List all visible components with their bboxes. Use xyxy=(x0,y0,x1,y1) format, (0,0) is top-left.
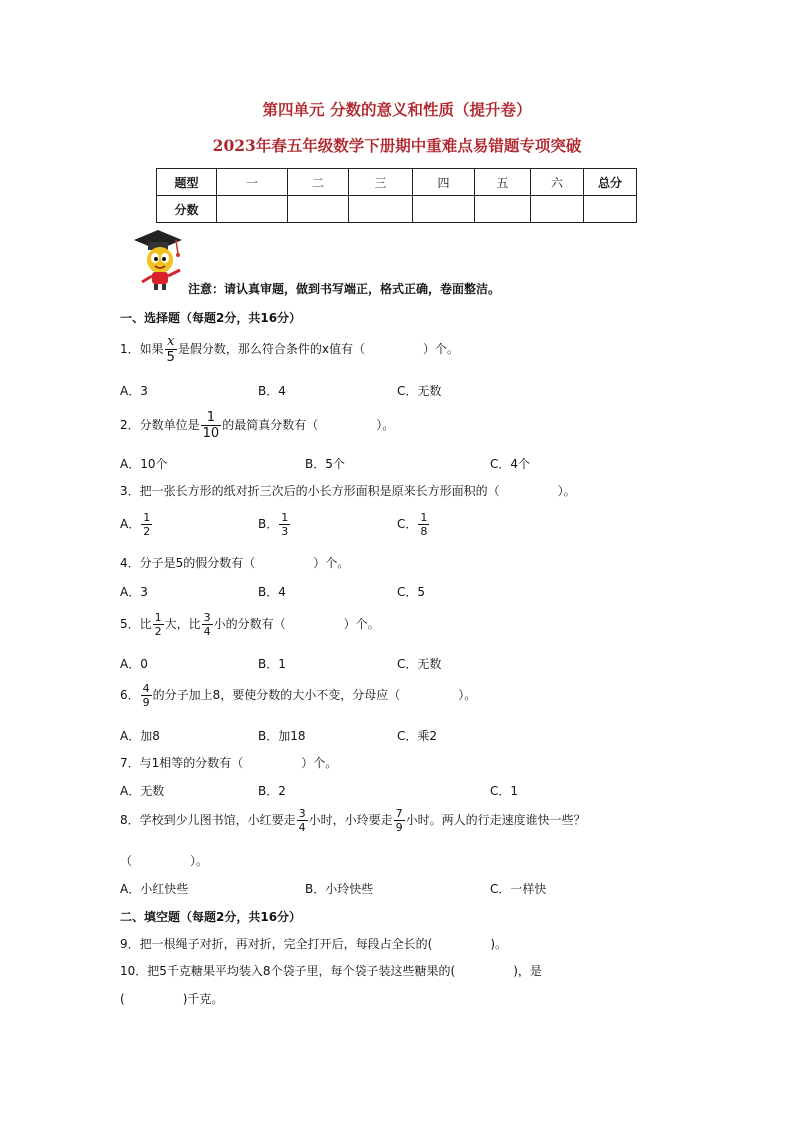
question-8-answer-line: （ ）。 xyxy=(120,854,209,868)
option-a[interactable]: A．3 xyxy=(120,384,148,398)
fraction: $\frac{1}{2}$ xyxy=(143,511,151,538)
score-cell[interactable] xyxy=(349,196,413,223)
option-a[interactable]: A．加8 xyxy=(120,729,160,743)
page-subtitle: 2023年春五年级数学下册期中重难点易错题专项突破 xyxy=(212,136,582,155)
section-heading: 二、填空题（每题2分，共16分） xyxy=(120,910,302,924)
question-1: 1．如果 $\frac{x}{5}$ 是假分数，那么符合条件的x值有（ ）个。 xyxy=(120,334,460,365)
option-c[interactable]: C． $\frac{1}{8}$ xyxy=(397,511,428,538)
question-3: 3．把一张长方形的纸对折三次后的小长方形面积是原来长方形面积的（ ）。 xyxy=(120,484,576,498)
fraction: $\frac{x}{5}$ xyxy=(166,334,175,365)
question-8: 8．学校到少儿图书馆，小红要走 $\frac{3}{4}$ 小时，小玲要走 $\frac{7}{9}$ 小时。两人的行走速度谁快一些？ xyxy=(120,807,586,834)
table-header-row xyxy=(157,169,637,196)
option-c[interactable]: C．无数 xyxy=(397,384,442,398)
page-title: 第四单元 分数的意义和性质（提升卷） xyxy=(262,100,532,119)
table-row-label: 分数 xyxy=(157,196,217,223)
fraction: $\frac{1}{10}$ xyxy=(202,410,220,441)
fraction: $\frac{1}{3}$ xyxy=(281,511,289,538)
option-c[interactable]: C．无数 xyxy=(397,657,442,671)
fraction: $\frac{4}{9}$ xyxy=(142,682,150,709)
option-b[interactable]: B．1 xyxy=(258,657,286,671)
table-header-cell: 五 xyxy=(475,169,531,196)
score-cell[interactable] xyxy=(584,196,637,223)
option-b[interactable]: B．加18 xyxy=(258,729,306,743)
option-c[interactable]: C．5 xyxy=(397,585,426,599)
option-b[interactable]: B．2 xyxy=(258,784,286,798)
table-header-cell: 二 xyxy=(288,169,349,196)
table-header-cell: 题型 xyxy=(157,169,217,196)
option-b[interactable]: B．5个 xyxy=(305,457,345,471)
fraction: $\frac{3}{4}$ xyxy=(298,807,306,834)
option-b[interactable]: B．小玲快些 xyxy=(305,882,374,896)
table-header-cell: 六 xyxy=(531,169,584,196)
question-5: 5．比 $\frac{1}{2}$ 大，比 $\frac{3}{4}$ 小的分数有（ ）个。 xyxy=(120,611,380,638)
option-b[interactable]: B． $\frac{1}{3}$ xyxy=(258,511,289,538)
table-header-cell: 一 xyxy=(217,169,288,196)
fraction: $\frac{1}{8}$ xyxy=(420,511,428,538)
question-2: 2．分数单位是 $\frac{1}{10}$ 的最简真分数有（ ）。 xyxy=(120,410,395,441)
fraction: $\frac{1}{2}$ xyxy=(154,611,162,638)
option-b[interactable]: B．4 xyxy=(258,384,286,398)
option-a[interactable]: A．10个 xyxy=(120,457,168,471)
question-6: 6． $\frac{4}{9}$ 的分子加上8，要使分数的大小不变，分母应（ ）。 xyxy=(120,682,477,709)
question-9: 9．把一根绳子对折，再对折，完全打开后，每段占全长的( )。 xyxy=(120,937,508,951)
question-7: 7．与1相等的分数有（ ）个。 xyxy=(120,756,338,770)
fraction: $\frac{7}{9}$ xyxy=(395,807,403,834)
option-c[interactable]: C．一样快 xyxy=(490,882,547,896)
score-cell[interactable] xyxy=(531,196,584,223)
question-10-answer-line: ( )千克。 xyxy=(120,992,224,1006)
notice-text: 注意：请认真审题，做到书写端正，格式正确，卷面整洁。 xyxy=(188,282,501,296)
graduate-mascot-icon xyxy=(128,226,194,294)
question-10: 10．把5千克糖果平均装入8个袋子里，每个袋子装这些糖果的( )，是 xyxy=(120,964,542,978)
score-cell[interactable] xyxy=(217,196,288,223)
option-a[interactable]: A．小红快些 xyxy=(120,882,189,896)
table-header-cell: 总分 xyxy=(584,169,637,196)
option-a[interactable]: A．3 xyxy=(120,585,148,599)
option-a[interactable]: A．无数 xyxy=(120,784,165,798)
option-c[interactable]: C．乘2 xyxy=(397,729,438,743)
score-cell[interactable] xyxy=(413,196,475,223)
table-header-cell: 三 xyxy=(349,169,413,196)
score-cell[interactable] xyxy=(475,196,531,223)
table-row xyxy=(157,196,637,223)
fraction: $\frac{3}{4}$ xyxy=(203,611,211,638)
question-4: 4．分子是5的假分数有（ ）个。 xyxy=(120,556,350,570)
table-header-cell: 四 xyxy=(413,169,475,196)
option-c[interactable]: C．4个 xyxy=(490,457,531,471)
option-a[interactable]: A．0 xyxy=(120,657,148,671)
option-b[interactable]: B．4 xyxy=(258,585,286,599)
score-table xyxy=(156,168,637,223)
option-a[interactable]: A． $\frac{1}{2}$ xyxy=(120,511,151,538)
section-heading: 一、选择题（每题2分，共16分） xyxy=(120,311,302,325)
score-cell[interactable] xyxy=(288,196,349,223)
option-c[interactable]: C．1 xyxy=(490,784,519,798)
